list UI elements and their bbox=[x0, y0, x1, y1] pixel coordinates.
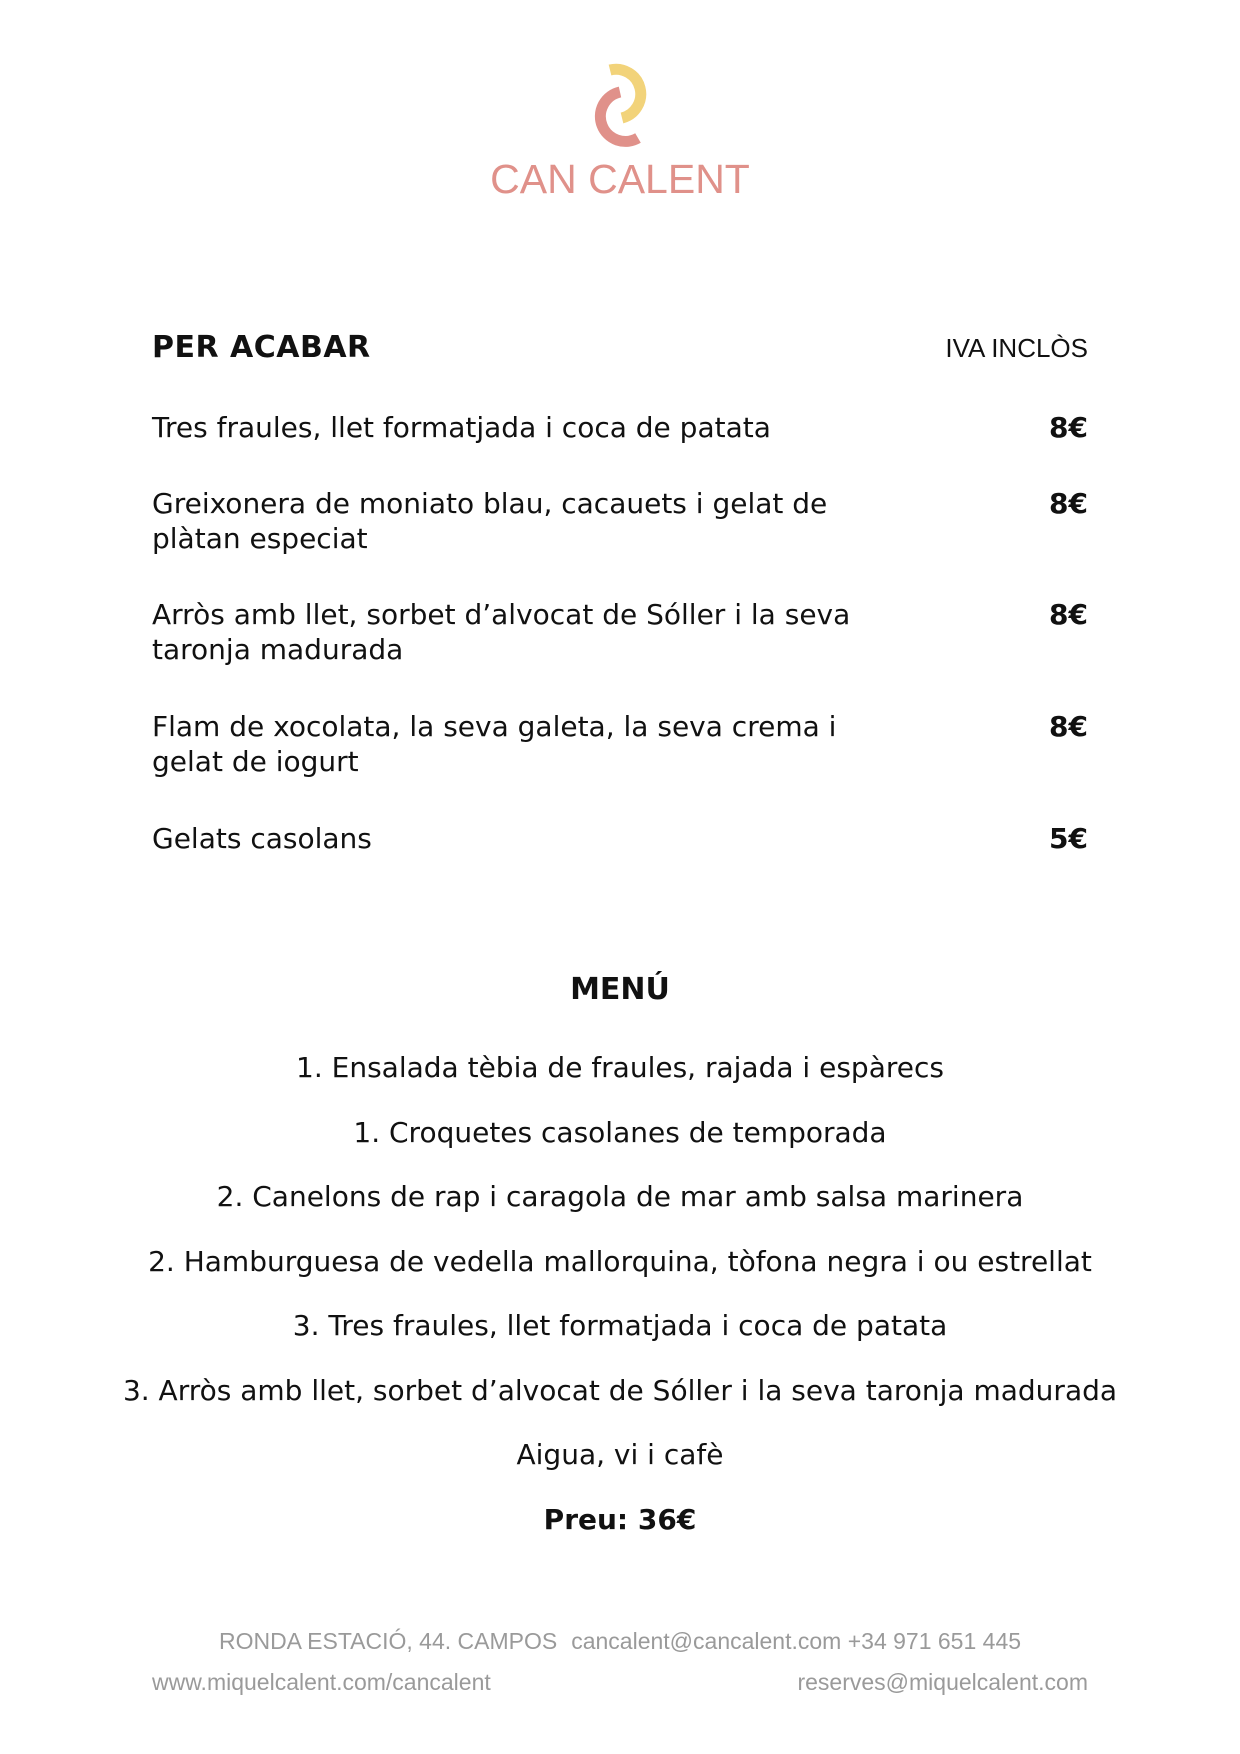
footer-contact bbox=[0, 1628, 1240, 1655]
menu-item: 3. Tres fraules, llet formatjada i coca de patata bbox=[292, 1309, 948, 1342]
dessert-price: 8€ bbox=[1049, 710, 1088, 743]
brand-name: CAN CALENT bbox=[490, 156, 750, 202]
dessert-item bbox=[152, 597, 1088, 667]
desserts-header bbox=[152, 330, 1088, 365]
dessert-item bbox=[152, 821, 1088, 856]
dessert-price: 8€ bbox=[1049, 487, 1088, 520]
menu-item: 1. Croquetes casolanes de temporada bbox=[353, 1115, 887, 1149]
menu-list bbox=[0, 1050, 1240, 1538]
dessert-name: Arròs amb llet, sorbet d’alvocat de Sóller i la seva taronja madurada bbox=[152, 598, 851, 666]
footer-website[interactable]: www.miquelcalent.com/cancalent bbox=[152, 1669, 491, 1695]
dessert-item bbox=[152, 709, 1088, 779]
dessert-price: 5€ bbox=[1049, 822, 1088, 855]
menu-item: Aigua, vi i cafè bbox=[516, 1438, 724, 1471]
dessert-name: Tres fraules, llet formatjada i coca de patata bbox=[152, 411, 771, 444]
interlocking-c-logo-icon bbox=[580, 58, 660, 148]
dessert-price: 8€ bbox=[1049, 411, 1088, 444]
menu-item: 2. Canelons de rap i caragola de mar amb salsa marinera bbox=[216, 1180, 1024, 1213]
menu-title: MENÚ bbox=[570, 972, 670, 1007]
dessert-price: 8€ bbox=[1049, 598, 1088, 631]
menu-item: 1. Ensalada tèbia de fraules, rajada i espàrecs bbox=[296, 1051, 944, 1084]
section-title: PER ACABAR bbox=[152, 330, 371, 365]
menu-item: 2. Hamburguesa de vedella mallorquina, tòfona negra i ou estrellat bbox=[148, 1244, 1092, 1278]
dessert-item bbox=[152, 486, 1088, 556]
logo bbox=[0, 58, 1240, 202]
dessert-name: Flam de xocolata, la seva galeta, la seva crema i gelat de iogurt bbox=[152, 710, 837, 778]
footer-reservations[interactable]: reserves@miquelcalent.com bbox=[797, 1669, 1088, 1695]
footer-links bbox=[152, 1669, 1088, 1696]
dessert-name: Greixonera de moniato blau, cacauets i gelat de plàtan especiat bbox=[152, 487, 828, 555]
footer-email[interactable]: cancalent@cancalent.com bbox=[571, 1628, 842, 1654]
tax-note: IVA INCLÒS bbox=[945, 333, 1088, 363]
footer-address: RONDA ESTACIÓ, 44. CAMPOS bbox=[218, 1628, 558, 1654]
footer-phone[interactable]: +34 971 651 445 bbox=[847, 1628, 1022, 1654]
menu-price: Preu: 36€ bbox=[543, 1502, 697, 1536]
dessert-item bbox=[152, 410, 1088, 445]
menu-item: 3. Arròs amb llet, sorbet d’alvocat de Sóller i la seva taronja madurada bbox=[122, 1373, 1118, 1407]
dessert-name: Gelats casolans bbox=[152, 822, 372, 855]
